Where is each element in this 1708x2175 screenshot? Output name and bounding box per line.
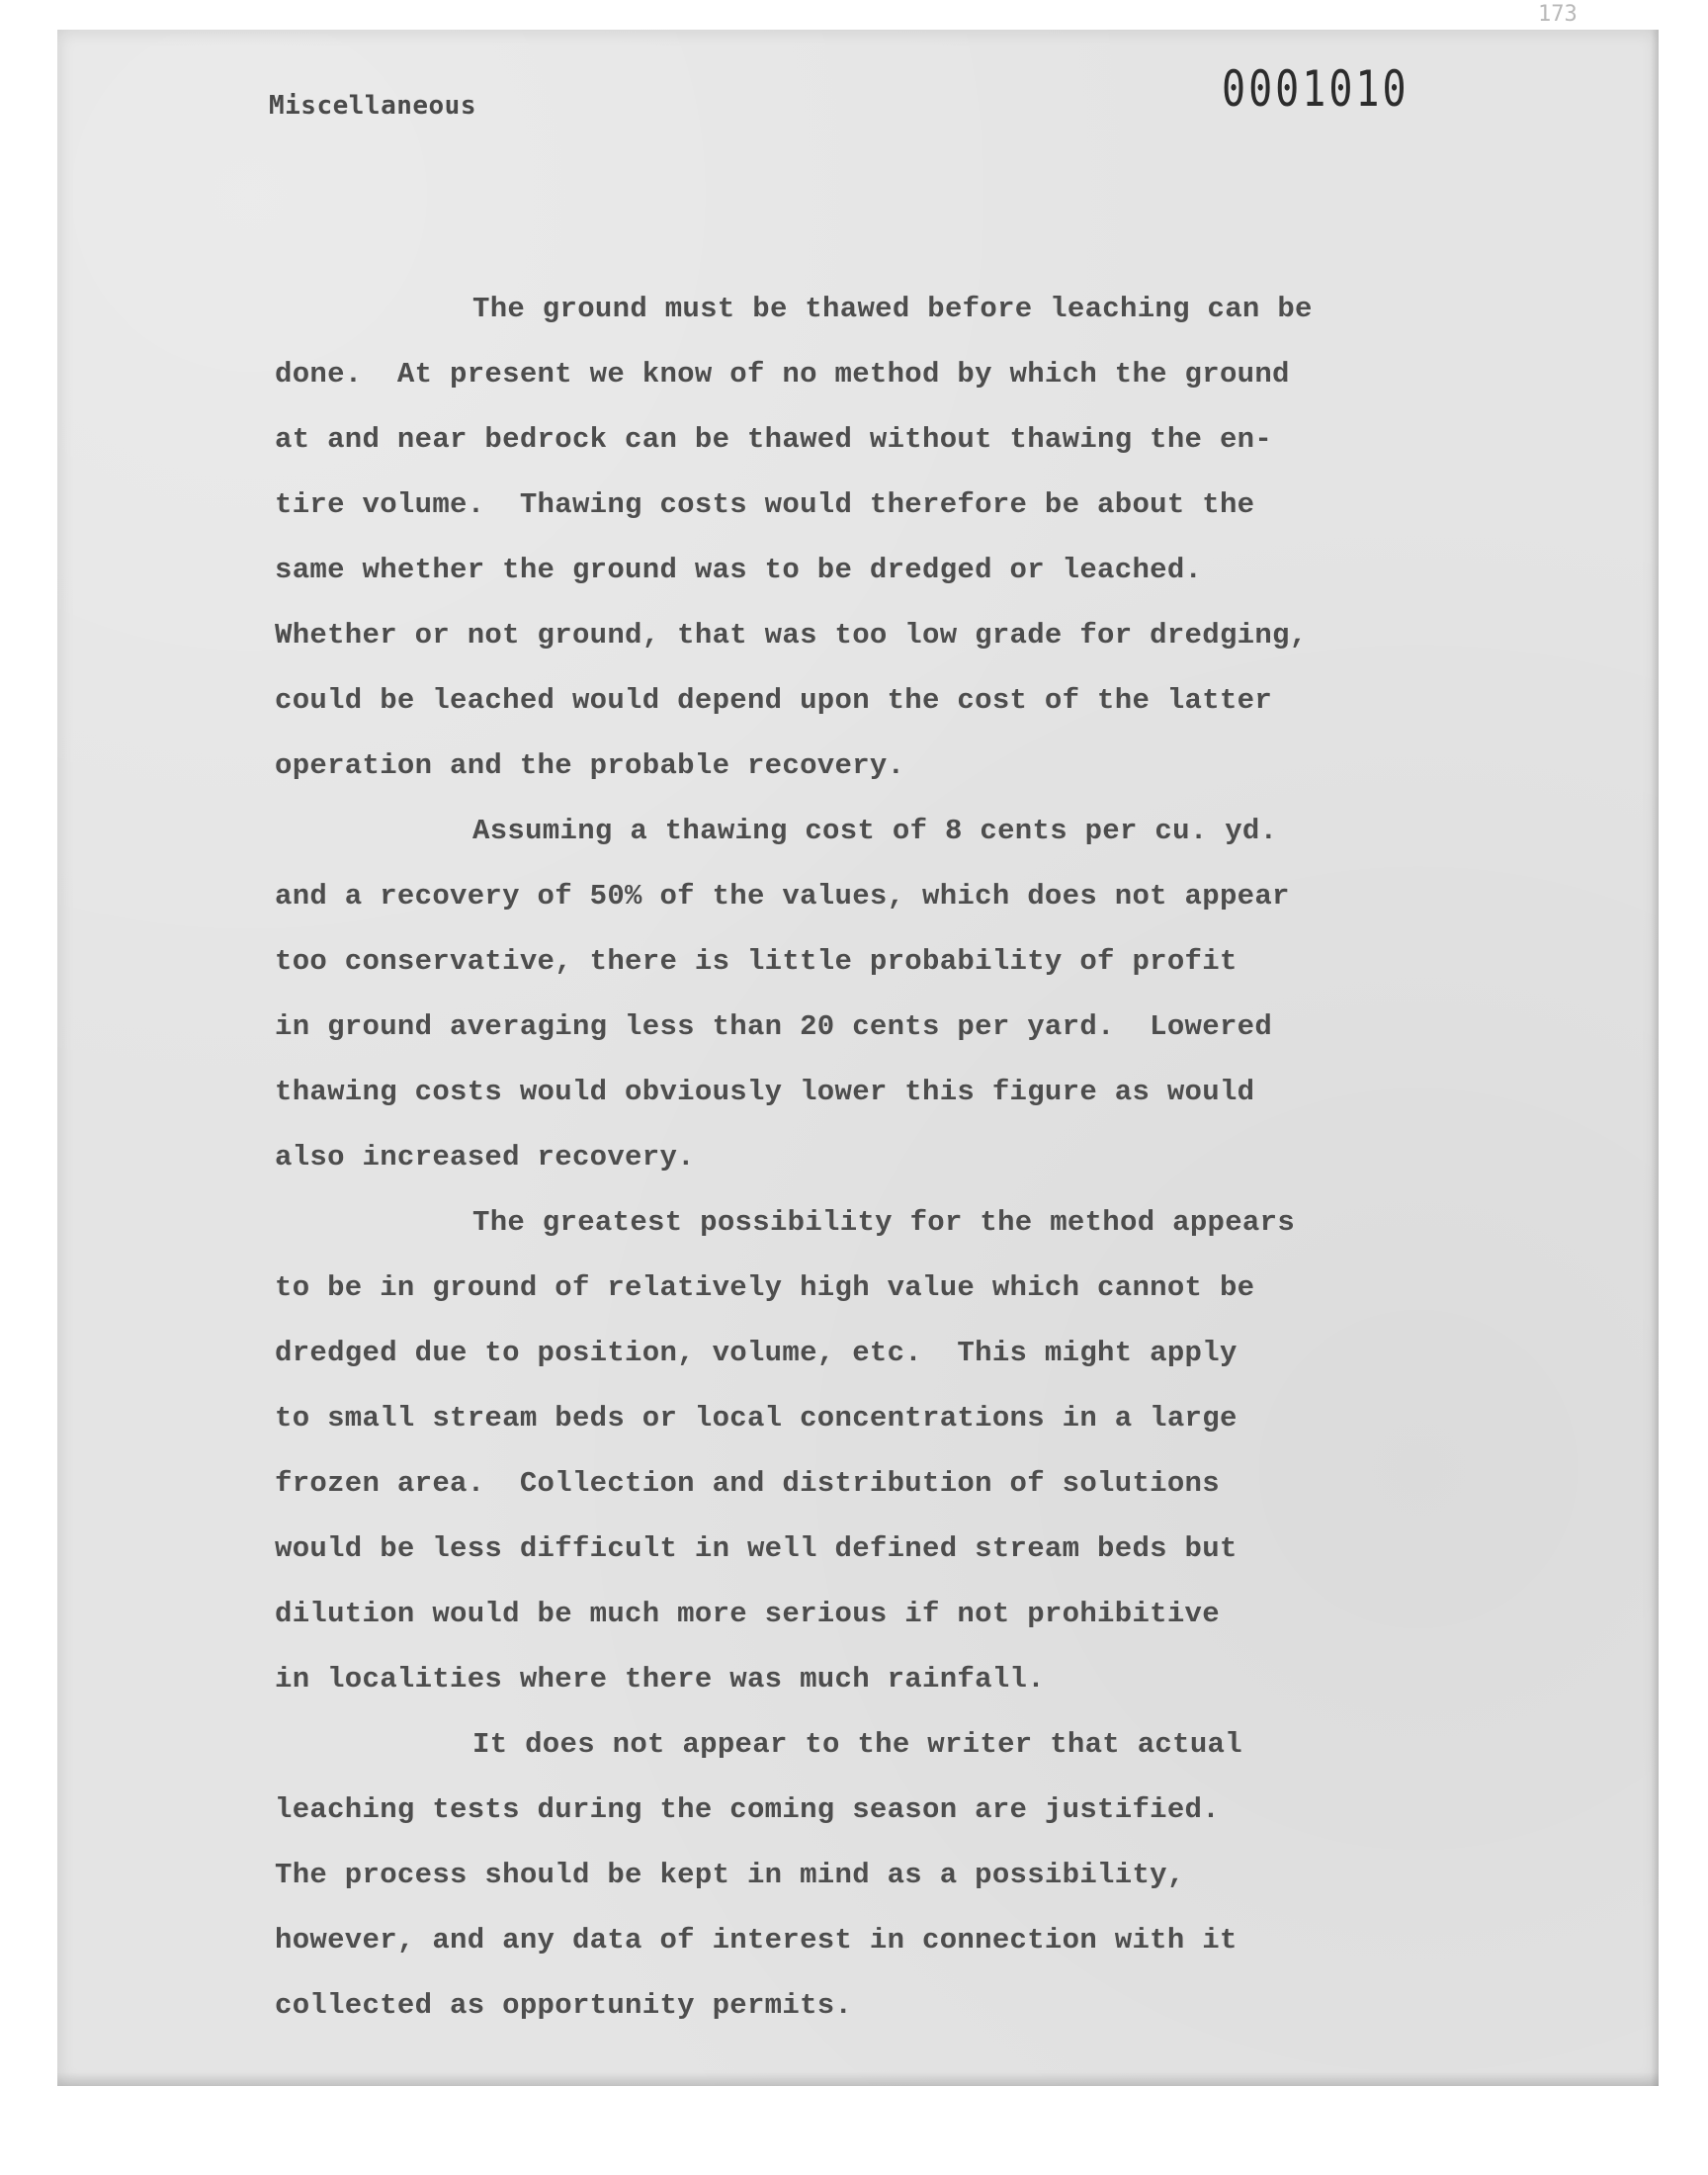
paragraph-1-line-2: done. At present we know of no method by which the ground — [275, 358, 1290, 391]
document-number: 0001010 — [1222, 61, 1409, 119]
paragraph-2-line-2: and a recovery of 50% of the values, which does not appear — [275, 880, 1290, 913]
paragraph-3-line-6: would be less difficult in well defined stream beds but — [275, 1532, 1238, 1565]
document-body — [275, 277, 1461, 2039]
paragraph-1-line-4: tire volume. Thawing costs would therefore be about the — [275, 488, 1255, 521]
paragraph-3-line-2: to be in ground of relatively high value which cannot be — [275, 1271, 1255, 1304]
paragraph-2-line-6: also increased recovery. — [275, 1141, 695, 1174]
page-corner-mark: 173 — [1538, 2, 1578, 27]
paragraph-1-line-8: operation and the probable recovery. — [275, 749, 905, 782]
paragraph-3-line-1: The greatest possibility for the method appears — [472, 1206, 1296, 1239]
paragraph-1-line-7: could be leached would depend upon the cost of the latter — [275, 684, 1273, 717]
paragraph-4-line-2: leaching tests during the coming season are justified. — [275, 1793, 1220, 1826]
paragraph-3-line-5: frozen area. Collection and distribution of solutions — [275, 1467, 1220, 1500]
paragraph-3-line-7: dilution would be much more serious if not prohibitive — [275, 1598, 1220, 1630]
paragraph-3-line-3: dredged due to position, volume, etc. This might apply — [275, 1337, 1238, 1369]
paragraph-2-line-3: too conservative, there is little probability of profit — [275, 945, 1238, 978]
paragraph-3-line-4: to small stream beds or local concentrations in a large — [275, 1402, 1238, 1435]
paragraph-1-line-5: same whether the ground was to be dredged or leached. — [275, 554, 1203, 586]
paragraph-1-line-3: at and near bedrock can be thawed without thawing the en- — [275, 423, 1273, 456]
paper-edge-shadow-right — [1651, 30, 1659, 2086]
paper-edge-shadow-bottom — [57, 2072, 1659, 2086]
paragraph-3-line-8: in localities where there was much rainfall. — [275, 1663, 1045, 1696]
paragraph-4-line-5: collected as opportunity permits. — [275, 1989, 853, 2022]
paragraph-4-line-3: The process should be kept in mind as a possibility, — [275, 1859, 1185, 1891]
paragraph-1-line-6: Whether or not ground, that was too low grade for dredging, — [275, 619, 1308, 652]
section-label: Miscellaneous — [269, 91, 476, 121]
paragraph-2-line-4: in ground averaging less than 20 cents per yard. Lowered — [275, 1010, 1273, 1043]
paragraph-2-line-5: thawing costs would obviously lower this figure as would — [275, 1076, 1255, 1108]
paragraph-2-line-1: Assuming a thawing cost of 8 cents per cu. yd. — [472, 815, 1278, 847]
paragraph-4-line-4: however, and any data of interest in connection with it — [275, 1924, 1238, 1957]
paragraph-4-line-1: It does not appear to the writer that actual — [472, 1728, 1242, 1761]
paragraph-1-line-1: The ground must be thawed before leaching can be — [472, 293, 1313, 325]
